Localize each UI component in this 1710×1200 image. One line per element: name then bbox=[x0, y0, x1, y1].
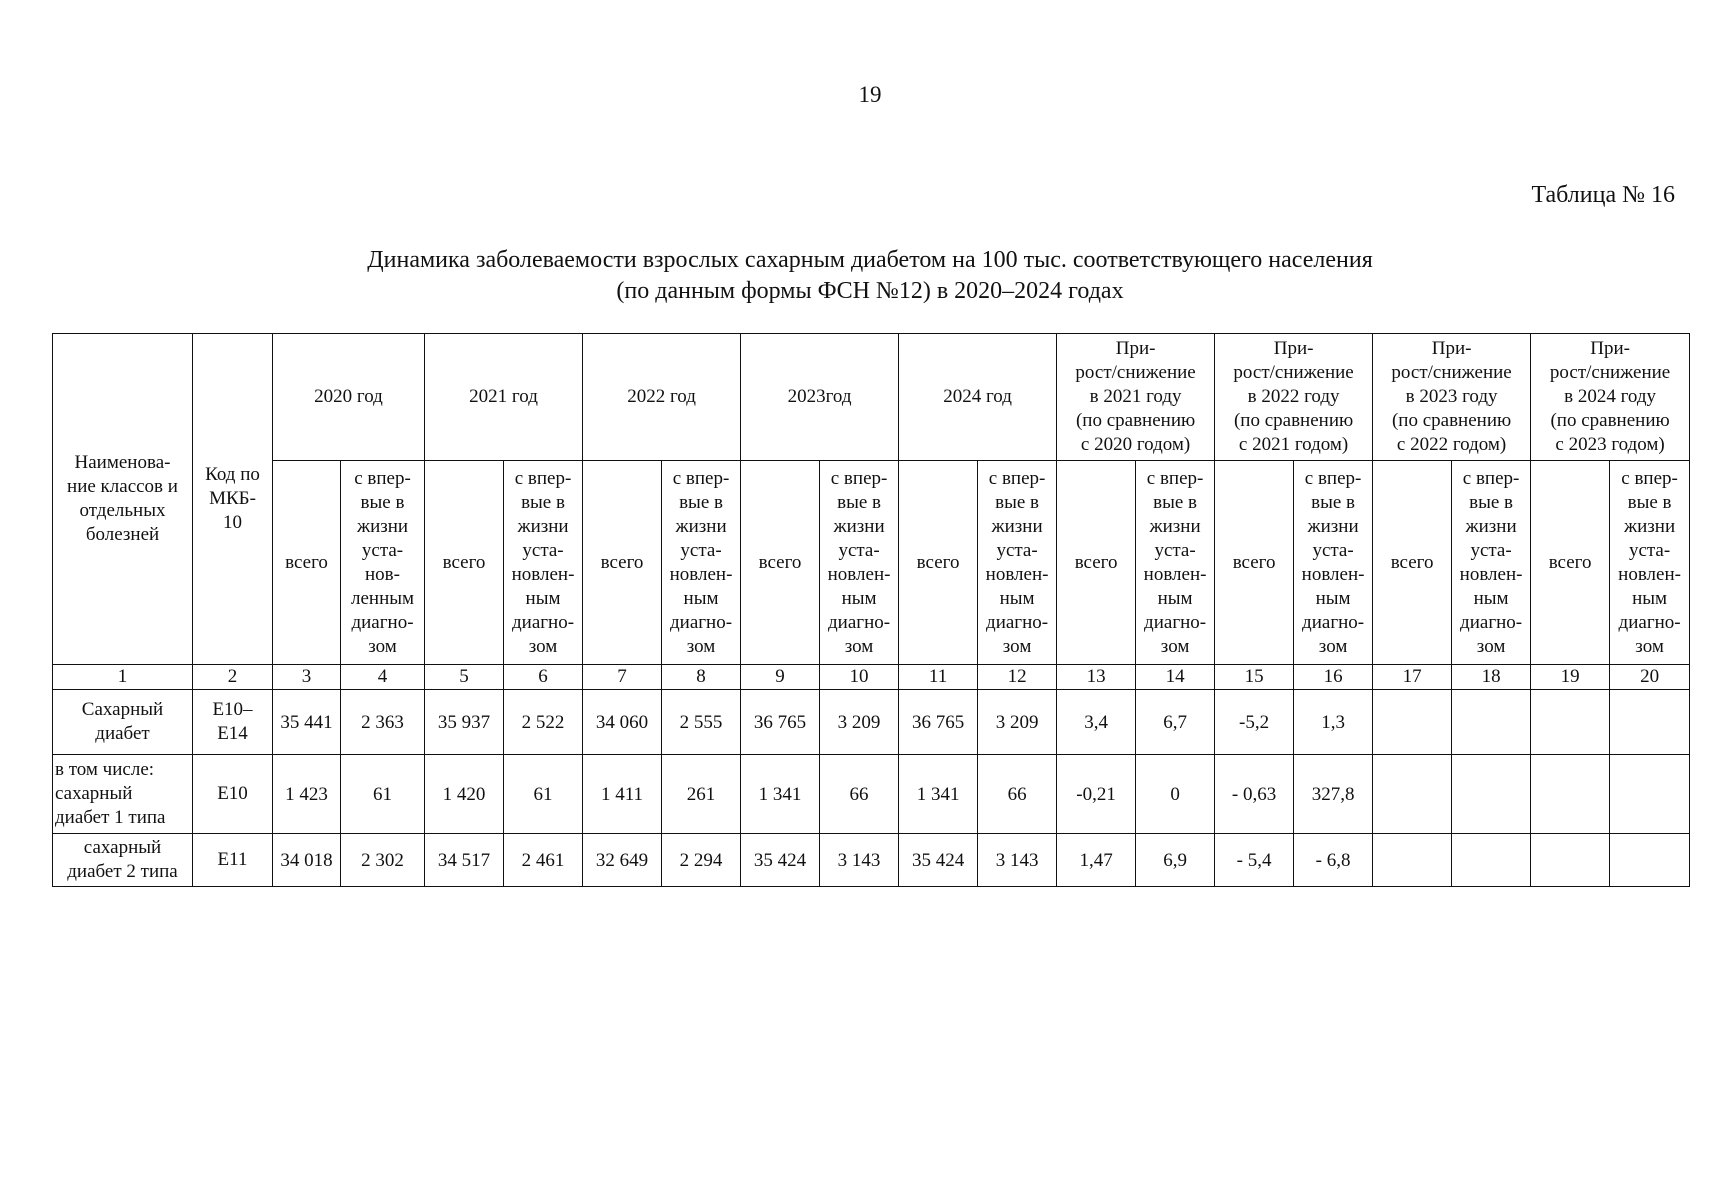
table-cell: 1 341 bbox=[741, 755, 820, 834]
subheader-newly-diagnosed: с впер- вые в жизни уста- нов- ленным диагно- зом bbox=[341, 461, 425, 665]
row-label: сахарный диабет 2 типа bbox=[53, 834, 193, 887]
table-cell bbox=[1610, 690, 1690, 755]
column-number: 6 bbox=[504, 665, 583, 690]
table-cell: 6,7 bbox=[1136, 690, 1215, 755]
table-cell: - 0,63 bbox=[1215, 755, 1294, 834]
table-cell: 36 765 bbox=[899, 690, 978, 755]
table-cell: -0,21 bbox=[1057, 755, 1136, 834]
table-cell: 34 517 bbox=[425, 834, 504, 887]
subheader-total: всего bbox=[1057, 461, 1136, 665]
table-cell: 35 424 bbox=[741, 834, 820, 887]
table-cell: - 6,8 bbox=[1294, 834, 1373, 887]
table-cell: 1 341 bbox=[899, 755, 978, 834]
subheader-total: всего bbox=[583, 461, 662, 665]
subheader-newly-diagnosed: с впер- вые в жизни уста- новлен- ным диагно- зом bbox=[820, 461, 899, 665]
column-number: 11 bbox=[899, 665, 978, 690]
table-cell: 61 bbox=[504, 755, 583, 834]
column-number: 20 bbox=[1610, 665, 1690, 690]
subheader-newly-diagnosed: с впер- вые в жизни уста- новлен- ным диагно- зом bbox=[1610, 461, 1690, 665]
table-cell: 35 441 bbox=[273, 690, 341, 755]
header-group-2022: 2022 год bbox=[583, 334, 741, 461]
subheader-total: всего bbox=[425, 461, 504, 665]
header-group-2021: 2021 год bbox=[425, 334, 583, 461]
table-cell: 1,3 bbox=[1294, 690, 1373, 755]
column-number: 1 bbox=[53, 665, 193, 690]
subheader-newly-diagnosed: с впер- вые в жизни уста- новлен- ным диагно- зом bbox=[978, 461, 1057, 665]
subheader-newly-diagnosed: с впер- вые в жизни уста- новлен- ным диагно- зом bbox=[662, 461, 741, 665]
table-cell: 61 bbox=[341, 755, 425, 834]
column-number: 7 bbox=[583, 665, 662, 690]
table-cell: 6,9 bbox=[1136, 834, 1215, 887]
table-cell: 0 bbox=[1136, 755, 1215, 834]
header-group-change-2021: При- рост/снижение в 2021 году (по сравнению с 2020 годом) bbox=[1057, 334, 1215, 461]
header-row-groups bbox=[53, 334, 1690, 461]
column-number: 3 bbox=[273, 665, 341, 690]
table-cell bbox=[1373, 755, 1452, 834]
table-cell: 1 420 bbox=[425, 755, 504, 834]
table-cell: 2 363 bbox=[341, 690, 425, 755]
header-group-change-2023: При- рост/снижение в 2023 году (по сравнению с 2022 годом) bbox=[1373, 334, 1531, 461]
table-cell: 261 bbox=[662, 755, 741, 834]
column-number: 10 bbox=[820, 665, 899, 690]
table-row-diabetes-total bbox=[53, 690, 1690, 755]
subheader-newly-diagnosed: с впер- вые в жизни уста- новлен- ным диагно- зом bbox=[1294, 461, 1373, 665]
row-icd-code: Е10 bbox=[193, 755, 273, 834]
table-cell: 3 143 bbox=[978, 834, 1057, 887]
subheader-newly-diagnosed: с впер- вые в жизни уста- новлен- ным диагно- зом bbox=[504, 461, 583, 665]
table-cell bbox=[1452, 834, 1531, 887]
table-cell: 2 461 bbox=[504, 834, 583, 887]
column-number: 4 bbox=[341, 665, 425, 690]
table-cell: 66 bbox=[978, 755, 1057, 834]
subheader-total: всего bbox=[1215, 461, 1294, 665]
table-row-diabetes-type-2 bbox=[53, 834, 1690, 887]
table-cell: 34 018 bbox=[273, 834, 341, 887]
table-cell bbox=[1373, 834, 1452, 887]
column-number: 5 bbox=[425, 665, 504, 690]
subheader-newly-diagnosed: с впер- вые в жизни уста- новлен- ным диагно- зом bbox=[1136, 461, 1215, 665]
table-cell bbox=[1373, 690, 1452, 755]
row-label: в том числе: сахарный диабет 1 типа bbox=[53, 755, 193, 834]
subheader-total: всего bbox=[741, 461, 820, 665]
table-cell: 327,8 bbox=[1294, 755, 1373, 834]
header-group-2024: 2024 год bbox=[899, 334, 1057, 461]
column-number: 9 bbox=[741, 665, 820, 690]
column-number: 16 bbox=[1294, 665, 1373, 690]
table-cell: 2 294 bbox=[662, 834, 741, 887]
incidence-table bbox=[52, 333, 1690, 887]
header-code-column: Код по МКБ- 10 bbox=[193, 334, 273, 665]
table-cell: - 5,4 bbox=[1215, 834, 1294, 887]
table-cell: 1,47 bbox=[1057, 834, 1136, 887]
column-number: 8 bbox=[662, 665, 741, 690]
table-cell: 3,4 bbox=[1057, 690, 1136, 755]
table-cell: 3 209 bbox=[820, 690, 899, 755]
subheader-newly-diagnosed: с впер- вые в жизни уста- новлен- ным диагно- зом bbox=[1452, 461, 1531, 665]
table-cell: 34 060 bbox=[583, 690, 662, 755]
column-number: 13 bbox=[1057, 665, 1136, 690]
header-row-subcolumns bbox=[53, 461, 1690, 665]
header-group-2020: 2020 год bbox=[273, 334, 425, 461]
table-cell: -5,2 bbox=[1215, 690, 1294, 755]
table-cell bbox=[1610, 755, 1690, 834]
column-number: 12 bbox=[978, 665, 1057, 690]
header-group-2023: 2023год bbox=[741, 334, 899, 461]
table-row-diabetes-type-1 bbox=[53, 755, 1690, 834]
table-cell bbox=[1452, 755, 1531, 834]
subheader-total: всего bbox=[1373, 461, 1452, 665]
table-cell: 2 555 bbox=[662, 690, 741, 755]
column-number: 15 bbox=[1215, 665, 1294, 690]
table-cell: 1 411 bbox=[583, 755, 662, 834]
table-cell bbox=[1452, 690, 1531, 755]
column-number-row bbox=[53, 665, 1690, 690]
table-cell: 66 bbox=[820, 755, 899, 834]
table-title bbox=[0, 245, 1710, 307]
table-cell: 2 522 bbox=[504, 690, 583, 755]
subheader-total: всего bbox=[899, 461, 978, 665]
header-group-change-2022: При- рост/снижение в 2022 году (по сравнению с 2021 годом) bbox=[1215, 334, 1373, 461]
subheader-total: всего bbox=[273, 461, 341, 665]
column-number: 18 bbox=[1452, 665, 1531, 690]
table-cell: 1 423 bbox=[273, 755, 341, 834]
table-cell bbox=[1531, 834, 1610, 887]
header-name-column: Наименова- ние классов и отдельных болезней bbox=[53, 334, 193, 665]
table-cell bbox=[1610, 834, 1690, 887]
subheader-total: всего bbox=[1531, 461, 1610, 665]
header-group-change-2024: При- рост/снижение в 2024 году (по сравнению с 2023 годом) bbox=[1531, 334, 1690, 461]
table-cell: 35 424 bbox=[899, 834, 978, 887]
page-number: 19 bbox=[858, 82, 882, 107]
table-title-line-1: Динамика заболеваемости взрослых сахарным диабетом на 100 тыс. соответствующего населения bbox=[367, 247, 1373, 273]
table-cell: 3 209 bbox=[978, 690, 1057, 755]
table-cell: 35 937 bbox=[425, 690, 504, 755]
table-title-line-2: (по данным формы ФСН №12) в 2020–2024 годах bbox=[616, 278, 1124, 304]
table-cell: 36 765 bbox=[741, 690, 820, 755]
column-number: 14 bbox=[1136, 665, 1215, 690]
column-number: 2 bbox=[193, 665, 273, 690]
row-icd-code: Е10– Е14 bbox=[193, 690, 273, 755]
row-label: Сахарный диабет bbox=[53, 690, 193, 755]
table-cell: 2 302 bbox=[341, 834, 425, 887]
table-cell bbox=[1531, 755, 1610, 834]
column-number: 17 bbox=[1373, 665, 1452, 690]
row-icd-code: Е11 bbox=[193, 834, 273, 887]
table-cell bbox=[1531, 690, 1610, 755]
table-cell: 32 649 bbox=[583, 834, 662, 887]
column-number: 19 bbox=[1531, 665, 1610, 690]
table-number: Таблица № 16 bbox=[1531, 182, 1675, 208]
table-cell: 3 143 bbox=[820, 834, 899, 887]
